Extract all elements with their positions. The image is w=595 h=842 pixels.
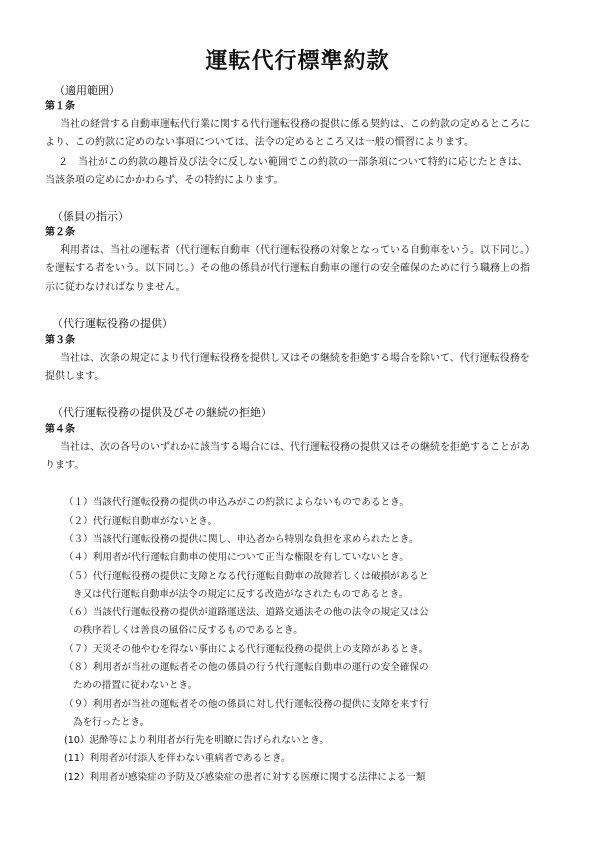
article-1-text-line: 当該条項の定めにかかわらず、その特約によります。 bbox=[45, 175, 284, 186]
section-heading-refusal: （代行運転役務の提供及びその継続の拒絶） bbox=[52, 406, 272, 419]
article-4-item: (11）利用者が付添人を伴わない重病者であるとき。 bbox=[64, 753, 291, 764]
article-4-item: （８）利用者が当社の運転者その他の係員の行う代行運転自動車の運行の安全確保の bbox=[64, 662, 429, 673]
article-3-text-line: 提供します。 bbox=[45, 371, 105, 382]
article-1-text-line: より、この約款に定めのない事項については、法令の定めるところ又は一般の慣習によります。 bbox=[45, 137, 474, 148]
section-heading-service-provision: （代行運転役務の提供） bbox=[52, 317, 173, 330]
article-1-text-line: 当社の経営する自動車運転代行業に関する代行運転役務の提供に係る契約は、この約款の定めるところに bbox=[60, 119, 530, 130]
document-title: 運転代行標準約款 bbox=[205, 49, 390, 74]
section-heading-staff-instructions: （係員の指示） bbox=[52, 210, 129, 223]
article-4-item: （１）当該代行運転役務の提供の申込みがこの約款によらないものであるとき。 bbox=[64, 497, 409, 508]
article-4-item-continuation: の秩序若しくは善良の風俗に反するものであるとき。 bbox=[73, 625, 303, 636]
article-4-item-continuation: ための措置に従わないとき。 bbox=[73, 680, 198, 691]
article-4-text-line: 当社は、次の各号のいずれかに該当する場合には、代行運転役務の提供又はその継続を拒絶することがあ bbox=[60, 442, 530, 453]
article-4-item: （２）代行運転自動車がないとき。 bbox=[64, 516, 218, 527]
article-4-item: （３）当該代行運転役務の提供に関し、申込者から特別な負担を求められたとき。 bbox=[64, 534, 419, 545]
article-4-item: (10）泥酔等により利用者が行先を明瞭に告げられないとき。 bbox=[64, 735, 330, 746]
article-4-item: （４）利用者が代行運転自動車の使用について正当な権限を有していないとき。 bbox=[64, 552, 409, 563]
article-4-text-line: ります。 bbox=[45, 460, 85, 471]
article-2-text-line: 示に従わなければなりません。 bbox=[45, 282, 186, 293]
article-2-text-line: 利用者は、当社の運転者（代行運転自動車（代行運転役務の対象となっている自動車をいう。以下同じ。） bbox=[60, 245, 535, 256]
section-heading-scope: （適用範囲） bbox=[54, 84, 120, 97]
article-2-text-line: を運転する者をいう。以下同じ。）その他の係員が代行運転自動車の運行の安全確保のために行う職務上の指 bbox=[45, 263, 530, 274]
article-4-item: （５）代行運転役務の提供に支障となる代行運転自動車の故障若しくは破損があると bbox=[64, 571, 429, 582]
article-number-3: 第３条 bbox=[45, 335, 75, 346]
article-4-item: （６）当該代行運転役務の提供が道路運送法、道路交通法その他の法令の規定又は公 bbox=[64, 607, 429, 618]
article-4-item: （９）利用者が当社の運転者その他の係員に対し代行運転役務の提供に支障を来す行 bbox=[64, 699, 429, 710]
article-4-item-continuation: 為を行ったとき。 bbox=[73, 717, 150, 728]
article-number-2: 第２条 bbox=[45, 227, 75, 238]
article-number-1: 第１条 bbox=[45, 101, 75, 112]
article-3-text-line: 当社は、次条の規定により代行運転役務を提供し又はその継続を拒絶する場合を除いて、代行運転役務を bbox=[60, 353, 530, 364]
article-4-item: （７）天災その他やむを得ない事由による代行運転役務の提供上の支障があるとき。 bbox=[64, 644, 429, 655]
article-1-text-line: ２ 当社がこの約款の趣旨及び法令に反しない範囲でこの約款の一部条項について特約に応じたときは、 bbox=[58, 157, 528, 168]
article-4-item: (12）利用者が感染症の予防及び感染症の患者に対する医療に関する法律による一類 bbox=[64, 772, 426, 783]
article-number-4: 第４条 bbox=[45, 424, 75, 435]
article-4-item-continuation: き又は代行運転自動車が法令の規定に反する改造がなされたものであるとき。 bbox=[73, 589, 409, 600]
